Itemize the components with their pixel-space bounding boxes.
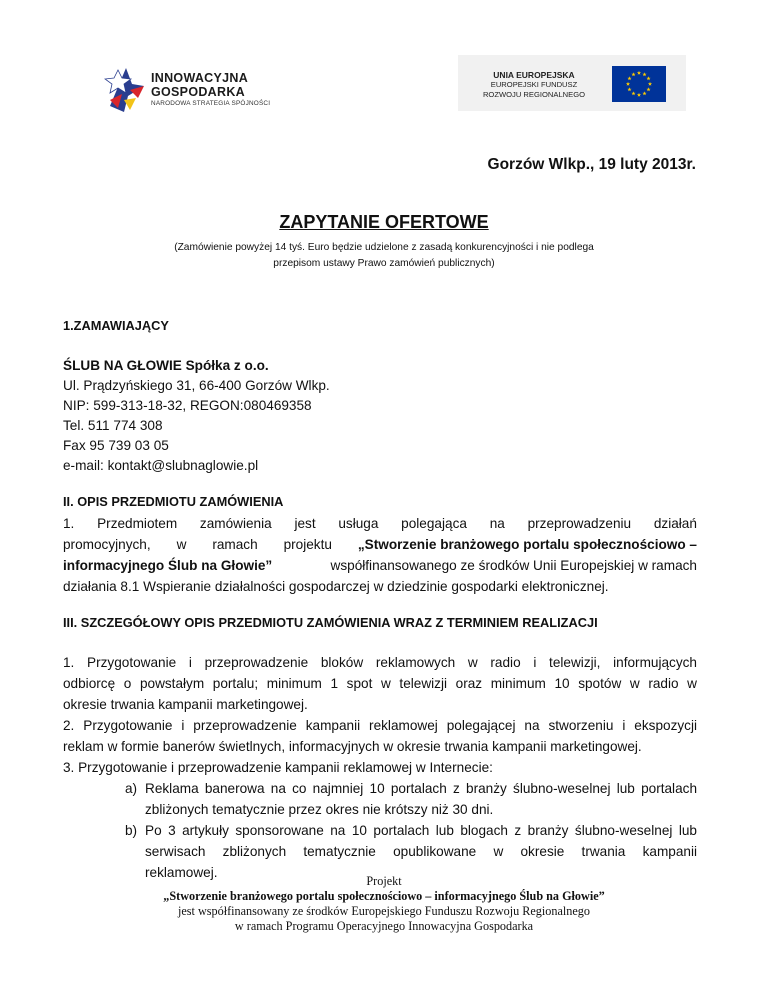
footer-line2: „Stworzenie branżowego portalu społecznościowo – informacyjnego Ślub na Głowie” xyxy=(163,889,605,903)
document-date: Gorzów Wlkp., 19 luty 2013r. xyxy=(487,156,696,173)
item3-b-line2-word: opublikowane xyxy=(393,844,477,859)
section3-heading xyxy=(63,615,598,630)
company-nip: NIP: 599-313-18-32, REGON:080469358 xyxy=(63,398,312,413)
section1-heading: 1.ZAMAWIAJĄCY xyxy=(63,318,169,333)
item3-a-line1: Reklama banerowa na co najmniej 10 portalach z branży ślubno-weselnej lub portalach xyxy=(145,781,697,796)
item3-b-line2-word: kampanii xyxy=(642,844,697,859)
ordering-party-details xyxy=(63,356,330,476)
section2-project-name-part2: informacyjnego Ślub na Głowie” xyxy=(63,558,273,573)
item3-b-line2-word: tematycznie xyxy=(303,844,376,859)
ig-emblem-icon xyxy=(104,62,148,114)
item3-line1: 3. Przygotowanie i przeprowadzenie kampanii reklamowej w Internecie: xyxy=(63,760,493,775)
item2-line2: reklam w formie banerów świetlnych, informacyjnych w okresie trwania kampanii marketingowej. xyxy=(63,739,642,754)
section2-line1-word: zamówienia xyxy=(199,516,272,531)
section2-line2-word: w xyxy=(176,537,187,552)
section2-line2-text xyxy=(63,534,358,555)
item1-line3: okresie trwania kampanii marketingowej. xyxy=(63,697,308,712)
eu-logo-line3: ROZWOJU REGIONALNEGO xyxy=(482,89,586,99)
item3-subitem-a xyxy=(125,778,697,820)
item3-b-label: b) xyxy=(125,823,138,838)
section2-line1-word: 1. xyxy=(63,516,75,531)
item3-b-line2-word: okresie xyxy=(520,844,565,859)
section3-item3 xyxy=(63,757,697,778)
item3-b-line1: Po 3 artykuły sponsorowane na 10 portalach lub blogach z branży ślubno-weselnej lub xyxy=(145,823,697,838)
item2-line1: 2. Przygotowanie i przeprowadzenie kampanii reklamowej polegającej na stworzeniu i ekspozycji xyxy=(63,718,697,733)
section2-line1-word: jest xyxy=(294,516,316,531)
section3-heading-prefix: III xyxy=(63,615,74,630)
item3-b-line2-word: w xyxy=(493,844,504,859)
section3-item1 xyxy=(63,652,697,715)
subtitle-line2: przepisom ustawy Prawo zamówień publicznych) xyxy=(273,258,495,269)
section2-line2-word: ramach xyxy=(212,537,258,552)
item3-b-line2-word: serwisach xyxy=(145,844,206,859)
section2-line1-word: działań xyxy=(653,516,697,531)
company-name: ŚLUB NA GŁOWIE Spółka z o.o. xyxy=(63,358,269,373)
eu-logo-line1: UNIA EUROPEJSKA xyxy=(493,70,575,80)
section2-line2-word: projektu xyxy=(283,537,332,552)
ig-logo-line1: INNOWACYJNA xyxy=(151,71,249,85)
section2-line1-word: Przedmiotem xyxy=(97,516,178,531)
document-subtitle xyxy=(120,240,648,272)
section2-line1-word: na xyxy=(489,516,505,531)
section2-line1 xyxy=(63,513,697,534)
section3-item2 xyxy=(63,715,697,757)
page-footer xyxy=(0,874,768,934)
section3-heading-text: . SZCZEGÓŁOWY OPIS PRZEDMIOTU ZAMÓWIENIA WRAZ Z TERMINIEM REALIZACJI xyxy=(73,615,598,630)
section2-heading: II. OPIS PRZEDMIOTU ZAMÓWIENIA xyxy=(63,494,284,509)
item3-a-label: a) xyxy=(125,781,138,796)
footer-line3: jest współfinansowany ze środków Europejskiego Funduszu Rozwoju Regionalnego xyxy=(178,904,590,918)
eu-fund-logo xyxy=(458,55,686,111)
item3-b-line3: reklamowej. xyxy=(145,865,218,880)
eu-logo-line2: EUROPEJSKI FUNDUSZ xyxy=(490,80,578,89)
company-email: e-mail: kontakt@slubnaglowie.pl xyxy=(63,458,259,473)
section2-line1-word: polegająca xyxy=(401,516,467,531)
item3-b-line2-word: zbliżonych xyxy=(222,844,287,859)
section2-line2 xyxy=(63,534,697,555)
item3-b-line2-word: trwania xyxy=(581,844,626,859)
company-tel: Tel. 511 774 308 xyxy=(63,418,163,433)
section2-line1-word: przeprowadzeniu xyxy=(527,516,632,531)
ig-logo-line3: NARODOWA STRATEGIA SPÓJNOŚCI xyxy=(151,100,271,107)
item3-b-line2 xyxy=(145,841,697,862)
innowacyjna-gospodarka-logo xyxy=(104,62,304,117)
item1-line1: 1. Przygotowanie i przeprowadzenie bloków reklamowych w radio i telewizji, informujących xyxy=(63,655,697,670)
eu-flag-icon xyxy=(612,66,666,102)
ig-logo-line2: GOSPODARKA xyxy=(151,85,245,99)
section2-line1-word: usługa xyxy=(338,516,379,531)
footer-line4: w ramach Programu Operacyjnego Innowacyjna Gospodarka xyxy=(234,919,534,933)
section2-project-name-part1: „Stworzenie branżowego portalu społecznościowo – xyxy=(357,537,697,552)
section2-line2-word: promocyjnych, xyxy=(63,537,151,552)
section2-line3 xyxy=(63,555,697,576)
item3-a-line2: zbliżonych tematycznie przez okres nie krótszy niż 30 dni. xyxy=(145,802,494,817)
section2-paragraph xyxy=(63,513,697,597)
subtitle-line1: (Zamówienie powyżej 14 tyś. Euro będzie udzielone z zasadą konkurencyjności i nie podlega xyxy=(174,242,594,253)
section2-line4: działania 8.1 Wspieranie działalności gospodarczej w dziedzinie gospodarki elektronicznej. xyxy=(63,579,609,594)
footer-line1: Projekt xyxy=(366,874,402,888)
item1-line2: odbiorcę o powstałym portalu; minimum 1 spot w telewizji oraz minimum 10 spotów w radio w xyxy=(63,676,697,691)
company-fax: Fax 95 739 03 05 xyxy=(63,438,169,453)
section2-line3-text: współfinansowanego ze środków Unii Europejskiej w ramach xyxy=(330,558,697,573)
document-title: ZAPYTANIE OFERTOWE xyxy=(279,212,489,232)
company-address: Ul. Prądzyńskiego 31, 66-400 Gorzów Wlkp. xyxy=(63,378,330,393)
